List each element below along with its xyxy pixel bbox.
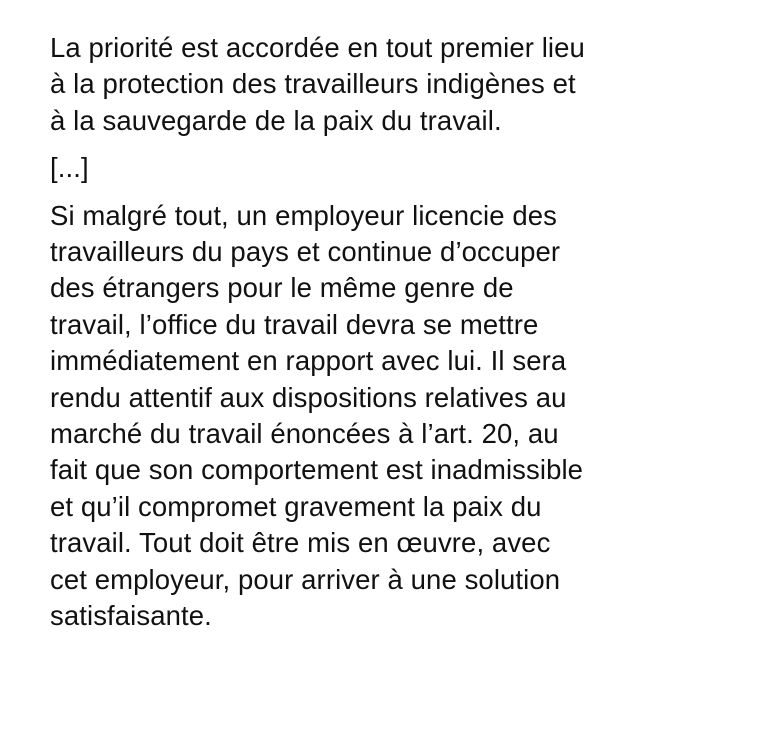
document-body <box>50 30 720 635</box>
text-line: fait que son comportement est inadmissible <box>50 454 584 486</box>
text-line: immédiatement en rapport avec lui. Il sera <box>50 345 567 377</box>
text-line: marché du travail énoncées à l’art. 20, au <box>50 418 559 450</box>
text-line: à la sauvegarde de la paix du travail. <box>50 104 502 136</box>
text-line: travailleurs du pays et continue d’occuper <box>50 236 561 268</box>
text-line: rendu attentif aux dispositions relatives au <box>50 381 567 413</box>
text-line: des étrangers pour le même genre de <box>50 272 514 304</box>
paragraph-intro <box>50 30 720 139</box>
text-line: La priorité est accordée en tout premier lieu <box>50 32 585 63</box>
paragraph-main <box>50 198 720 635</box>
text-line: Si malgré tout, un employeur licencie des <box>50 199 557 231</box>
text-line: satisfaisante. <box>50 600 212 632</box>
text-line: à la protection des travailleurs indigènes et <box>50 68 576 100</box>
text-line: et qu’il compromet gravement la paix du <box>50 490 542 522</box>
text-line: cet employeur, pour arriver à une solution <box>50 563 561 595</box>
text-line: travail. Tout doit être mis en œuvre, avec <box>50 527 551 559</box>
paragraph-ellipsis <box>50 150 720 186</box>
ellipsis-marker: [...] <box>50 152 89 184</box>
text-line: travail, l’office du travail devra se mettre <box>50 308 539 340</box>
